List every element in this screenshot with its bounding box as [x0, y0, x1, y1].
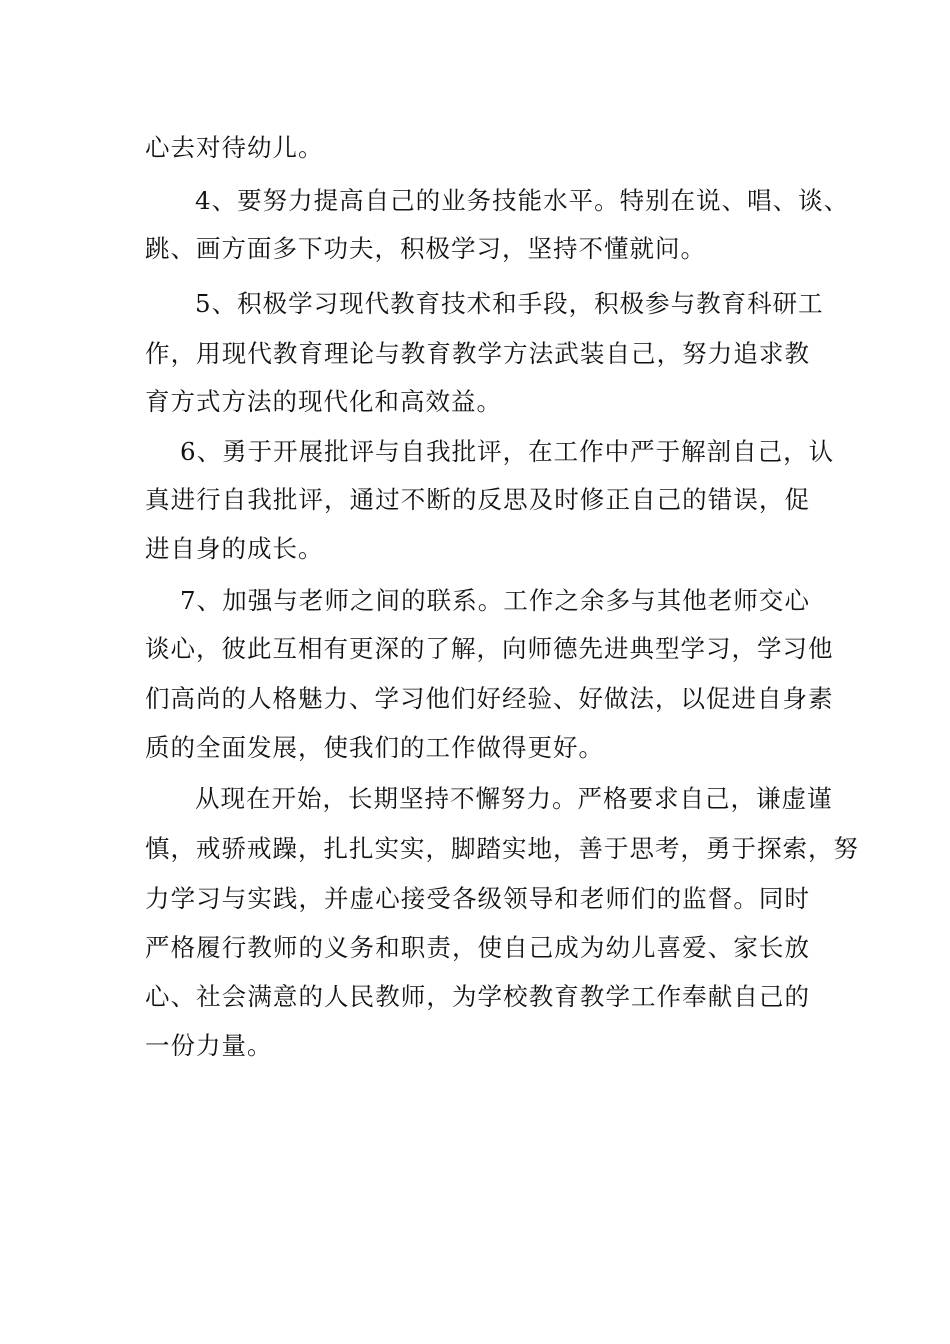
text-line: 真进行自我批评，通过不断的反思及时修正自己的错误，促 [145, 485, 810, 514]
text-line: 心、社会满意的人民教师，为学校教育教学工作奉献自己的 [145, 982, 810, 1011]
text-line: 们高尚的人格魅力、学习他们好经验、好做法，以促进自身素 [145, 684, 834, 713]
text-line: 质的全面发展，使我们的工作做得更好。 [145, 733, 604, 762]
text-line: 从现在开始，长期坚持不懈努力。严格要求自己，谦虚谨 [195, 784, 833, 813]
text-line: 心去对待幼儿。 [145, 133, 324, 162]
text-line: 6、勇于开展批评与自我批评，在工作中严于解剖自己，认 [180, 437, 835, 466]
text-line: 一份力量。 [145, 1031, 273, 1060]
text-line: 7、加强与老师之间的联系。工作之余多与其他老师交心 [180, 586, 810, 615]
text-line: 严格履行教师的义务和职责，使自己成为幼儿喜爱、家长放 [145, 933, 810, 962]
text-line: 跳、画方面多下功夫，积极学习，坚持不懂就问。 [145, 234, 706, 263]
text-line: 作，用现代教育理论与教育教学方法武装自己，努力追求教 [145, 339, 810, 368]
text-line: 力学习与实践，并虚心接受各级领导和老师们的监督。同时 [145, 884, 810, 913]
text-line: 进自身的成长。 [145, 534, 324, 563]
text-line: 慎，戒骄戒躁，扎扎实实，脚踏实地，善于思考，勇于探索，努 [145, 834, 859, 863]
text-line: 4、要努力提高自己的业务技能水平。特别在说、唱、谈、 [195, 186, 850, 215]
text-line: 育方式方法的现代化和高效益。 [145, 387, 502, 416]
text-line: 5、积极学习现代教育技术和手段，积极参与教育科研工 [195, 289, 824, 318]
text-line: 谈心，彼此互相有更深的了解，向师德先进典型学习，学习他 [145, 634, 834, 663]
